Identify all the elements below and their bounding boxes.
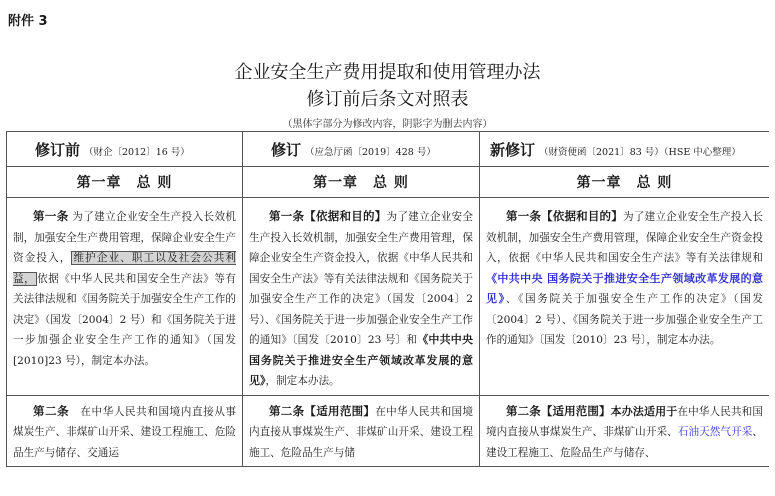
column-header-before-title: 修订前 bbox=[35, 140, 81, 159]
modified-text-blue: 石油天然气开采 bbox=[677, 426, 753, 438]
article-2-before bbox=[7, 395, 243, 467]
modified-text: 《中共中央 国务院关于推进安全生产领域改革发展的意见》 bbox=[249, 333, 473, 387]
chapter-heading-revised: 第一章 总 则 bbox=[243, 167, 480, 198]
column-header-new-title: 新修订 bbox=[490, 140, 536, 159]
article-2-new bbox=[480, 395, 770, 467]
column-header-new-doc: （财资便函〔2021〕83 号）（HSE 中心整理） bbox=[539, 146, 741, 158]
column-header-revised bbox=[243, 132, 480, 167]
table-row bbox=[7, 395, 770, 467]
article-lead: 第二条【适用范围】 bbox=[506, 403, 611, 418]
modified-text-blue: 《中共中央 国务院关于推进安全生产领域改革发展的意见》 bbox=[486, 271, 763, 305]
article-text: 在中华人民共和国境内直接从事煤炭生产、非煤矿山开采、 bbox=[486, 405, 763, 438]
article-text: 依据《中华人民共和国安全生产法》等有关法律法规和《国务院关于加强安全生产工作的决定》（国发〔2004〕2 号）和《国务院关于进一步加强企业安全生产工作的通知》（国发[2010]23 号），制定本办法。 bbox=[13, 272, 237, 367]
article-text: 在中华人民共和国境内直接从事煤炭生产、非煤矿山开采、建设工程施工、危险品生产与储存、交通运 bbox=[13, 405, 237, 459]
chapter-heading-new: 第一章 总 则 bbox=[480, 167, 770, 198]
article-2-revised bbox=[243, 395, 480, 467]
modified-text: 本办法适用于 bbox=[610, 404, 678, 418]
article-lead: 第二条【适用范围】 bbox=[269, 403, 376, 418]
column-header-revised-doc: （应急厅函〔2019〕428 号） bbox=[305, 146, 436, 158]
chapter-row bbox=[7, 167, 770, 198]
article-lead: 第一条【依据和目的】 bbox=[269, 209, 387, 223]
article-lead: 第一条 bbox=[33, 209, 69, 223]
comparison-table-wrapper bbox=[6, 131, 769, 496]
table-row bbox=[7, 198, 770, 396]
comparison-table bbox=[6, 131, 769, 467]
article-text: 、建设工程施工、危险品生产与储存、 bbox=[486, 426, 763, 459]
legend-note: （黑体字部分为修改内容，阴影字为删去内容） bbox=[282, 119, 493, 130]
article-text: 在中华人民共和国境内直接从事煤炭生产、非煤矿山开采、建设工程施工、危险品生产与储 bbox=[249, 405, 474, 459]
article-1-before bbox=[7, 198, 243, 396]
article-text: ，制定本办法。 bbox=[265, 375, 340, 387]
article-1-new bbox=[480, 198, 770, 396]
document-title: 企业安全生产费用提取和使用管理办法 bbox=[234, 62, 541, 83]
column-header-revised-title: 修订 bbox=[271, 140, 302, 159]
article-1-revised bbox=[243, 198, 480, 396]
article-text: 为了建立企业安全生产投入长效机制，加强安全生产费用管理，保障企业安全生产资金投入，依据《中华人民共和国安全生产法》等有关法律法规和《国务院关于加强安全生产工作的决定》（国发〔2004〕2 号）、《国务院关于进一步加强企业安全生产工作的通知》〔国发〔2010〕23 号〕和 bbox=[249, 211, 473, 346]
column-header-before bbox=[7, 132, 243, 167]
document-subtitle: 修订前后条文对照表 bbox=[306, 89, 469, 110]
chapter-heading-before: 第一章 总 则 bbox=[7, 167, 243, 198]
article-text: 为了建立企业安全生产投入长效机制，加强安全生产费用管理，保障企业安全生产资金投入， bbox=[13, 211, 237, 264]
article-text: 、《国务院关于加强安全生产工作的决定》（国发〔2004〕2 号）、《国务院关于进一步加强企业安全生产工作的通知》〔国发〔2010〕23 号〕，制定本办法。 bbox=[486, 293, 763, 346]
table-header-row bbox=[7, 132, 770, 167]
attachment-label: 附件 3 bbox=[8, 14, 48, 29]
article-lead: 第一条【依据和目的】 bbox=[506, 209, 623, 223]
deleted-text: 维护企业、职工以及社会公共利益， bbox=[13, 252, 237, 285]
column-header-before-doc: （财企〔2012〕16 号） bbox=[84, 146, 190, 158]
article-lead: 第二条 bbox=[33, 403, 70, 418]
article-text: 为了建立企业安全生产投入长效机制，加强安全生产费用管理，保障企业安全生产资金投入，依据《中华人民共和国安全生产法》等有关法律规和 bbox=[486, 211, 764, 264]
column-header-new bbox=[480, 132, 770, 167]
